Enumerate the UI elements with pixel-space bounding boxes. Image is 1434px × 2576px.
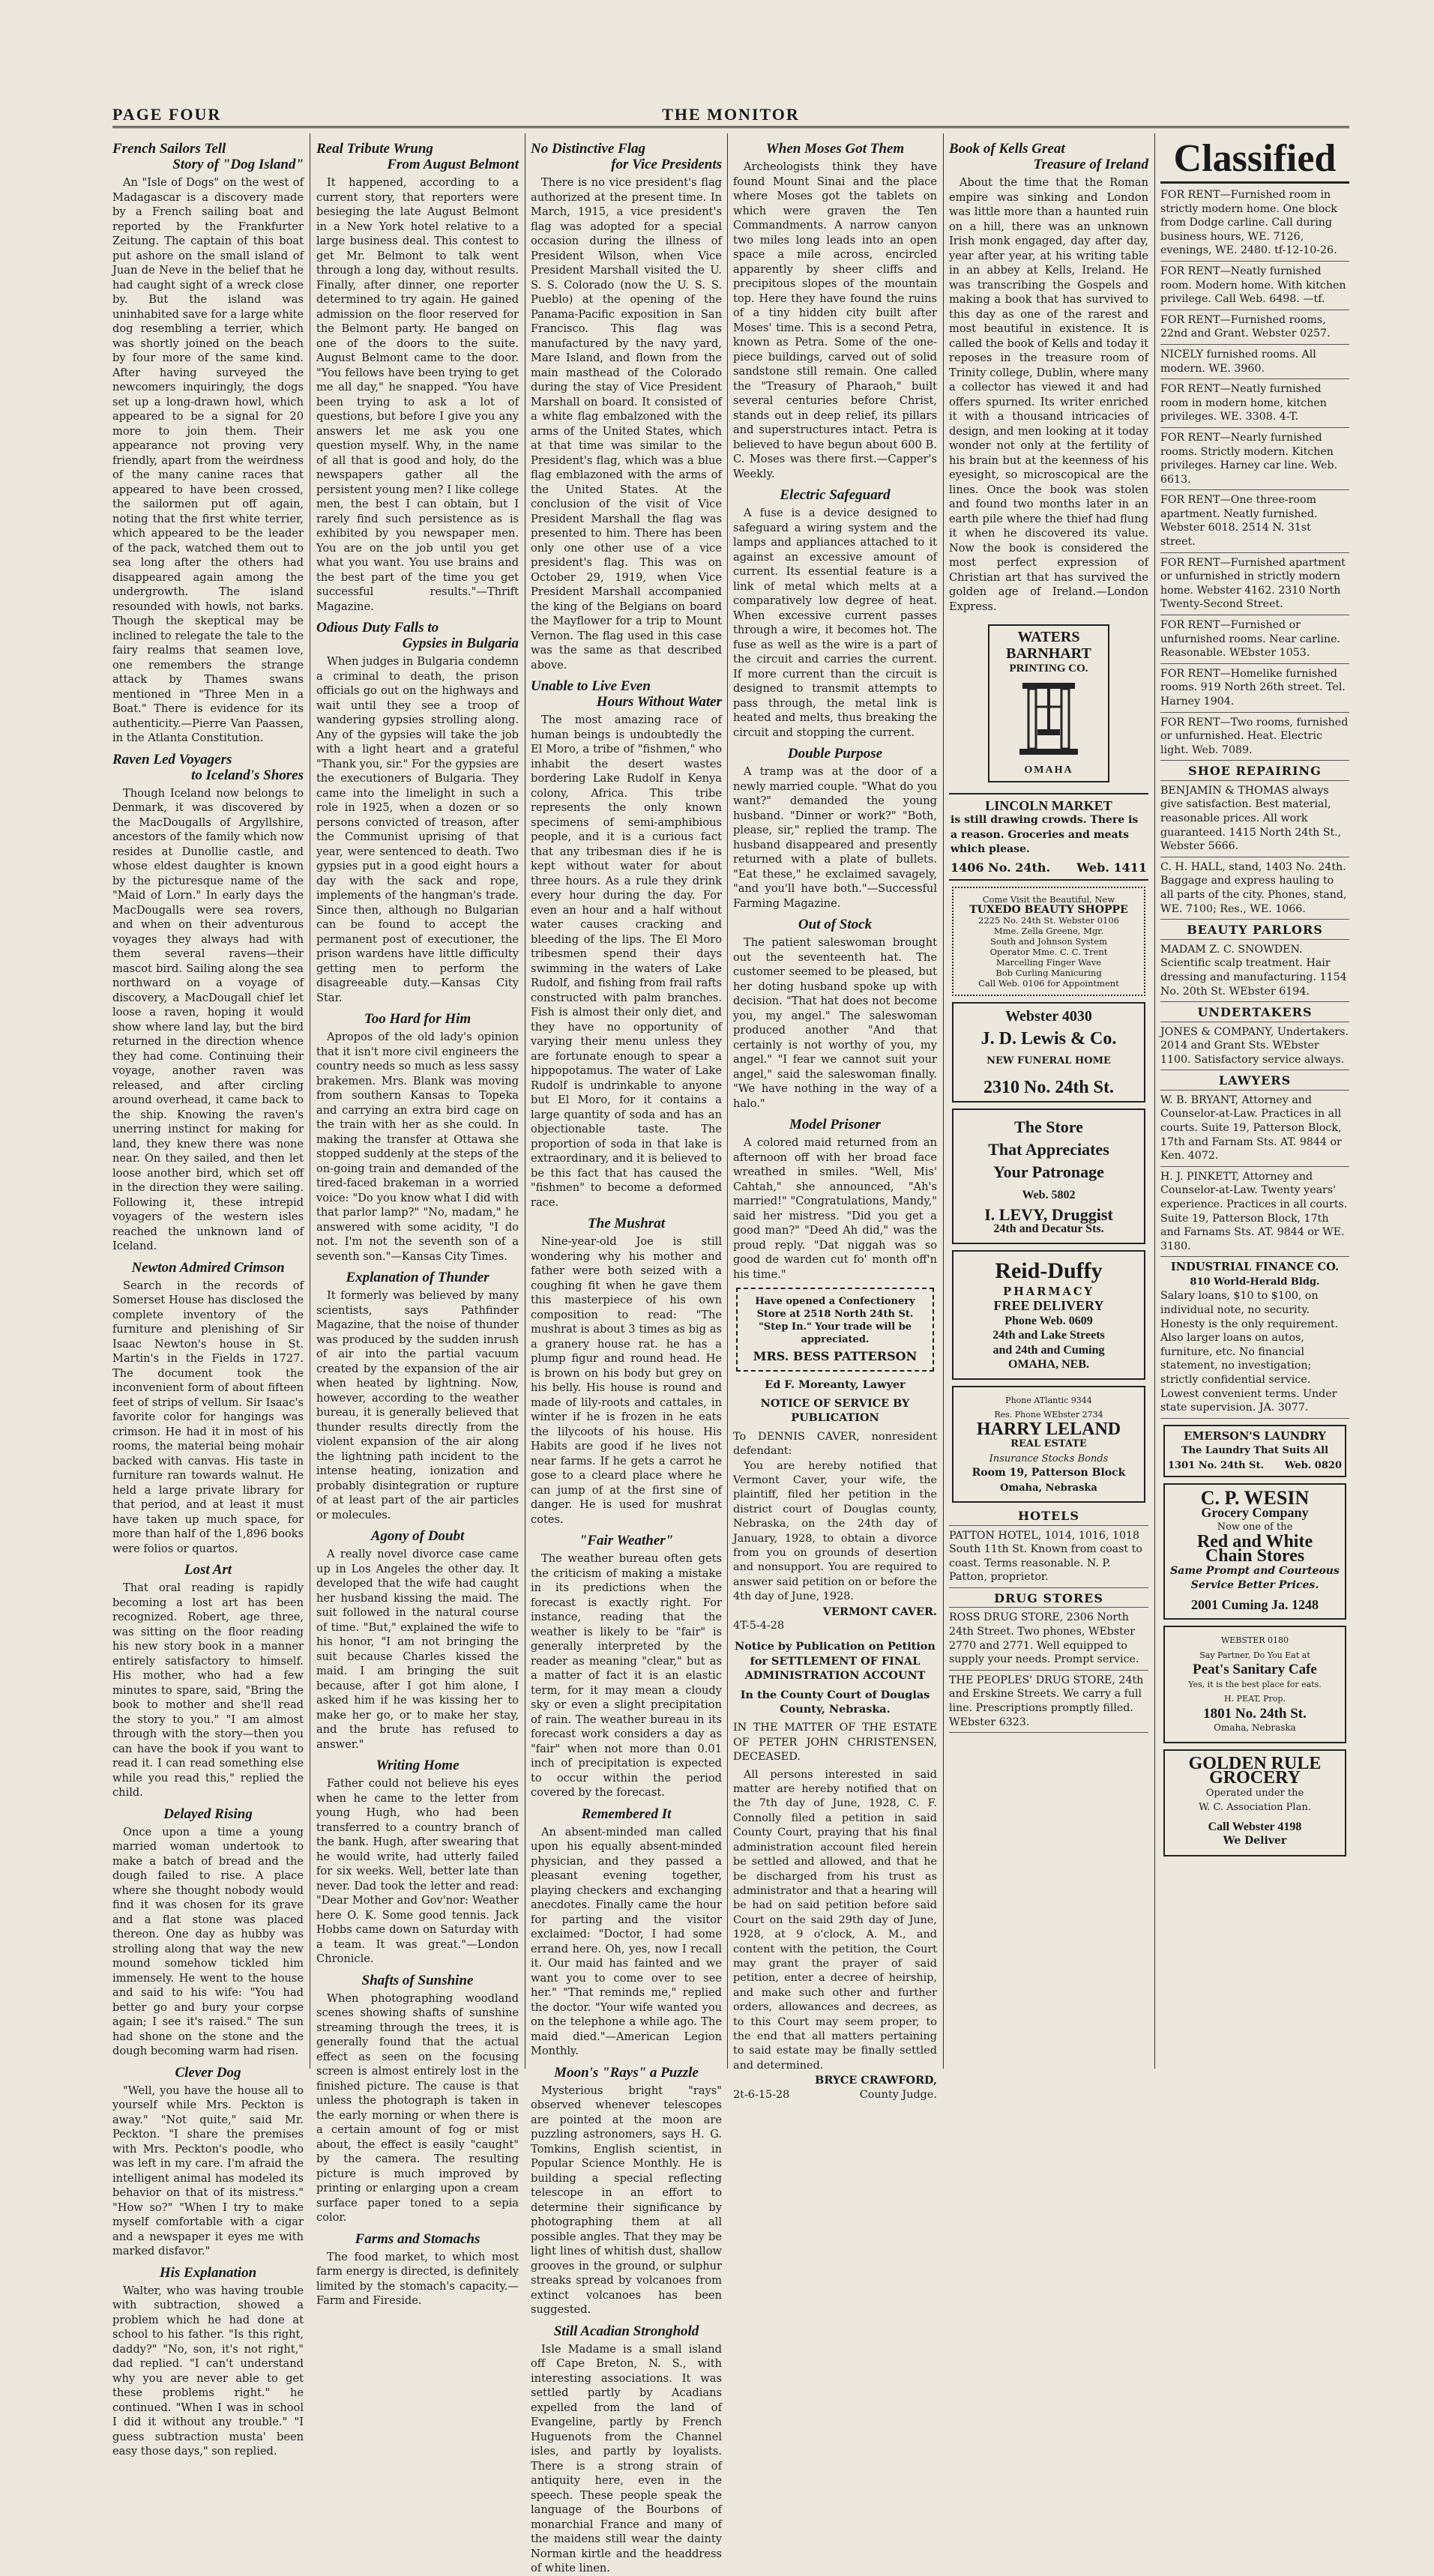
article [112,1562,304,1800]
article-headline: Too Hard for Him [364,1011,472,1027]
beauty-heading: BEAUTY PARLORS [1160,923,1349,940]
notice-date: 2t-6-15-28 [733,2088,790,2101]
drug-listing: ROSS DRUG STORE, 2306 North 24th Street. Two phones, WEbster 2770 and 2771. Well equipped to supply your needs. Prompt service. [949,1611,1148,1670]
article-body: A fuse is a device designed to safeguard a wiring system and the lamps and appliances attached to it against an excessive amount of current. Its essential feature is a link of metal which melts at a comparatively low degree of heat. When excessive current passes through a wire, it becomes hot. The fuse as well as the wire is a part of the circuit and carries the current. If more current than the circuit is designed to transmit attempts to pass through, the metal link is heated and melts, thus breaking the circuit and stopping the current. [733,507,937,739]
classified-ad: FOR RENT—One three-room apartment. Neatly furnished. Webster 6018. 2514 N. 31st street. [1160,493,1349,552]
article-headline: The Mushrat [588,1216,665,1231]
ad-text: Have opened a Confectionery Store at 2518 North 24th St. "Step In." Your trade will be appreciated. [755,1296,915,1345]
column-5 [949,136,1148,2069]
article-headline: Farms and Stomachs [355,2230,480,2247]
notice-text: You are hereby notified that Vermont Caver, your wife, the plaintiff, filed her petition in the district court of Douglas county, Nebraska, on the 24th day of January, 1928, to obtain a divorce from you on grounds of desertion and nonsupport. You are required to answer said petition on or before the 4th day of June, 1928. [733,1459,937,1603]
article-headline: Raven Led Voyagers to Iceland's Shores [112,751,304,783]
article-body: Search in the records of Somerset House has disclosed the complete inventory of the furniture and plenishing of Sir Isaac Newton's house in St. Martin's in the Fields in 1727. The document took the inconvenient form of about fifteen feet of strips of vellum. Sir Isaac's favorite color for hangings was crimson. He had it in most of his rooms, the material being mohair backed with canvas. His taste in furniture ran towards walnut. He held a large private library for that period, and at least it must have taken up much space, for more than half of the 1,896 books were folios or quartos. [112,1279,304,1555]
classified-ad: FOR RENT—Homelike furnished rooms. 919 North 26th street. Tel. Harney 1904. [1160,667,1349,713]
notice-sig-title: County Judge. [859,2088,937,2101]
article-body: An "Isle of Dogs" on the west of Madagascar is a discovery made by a French sailing boat and reported by the Frankfurter Zeitung. The captain of this boat put ashore on the small island of Juan de Neve in the belief that he had caught sight of a wreck close by. But the island was uninhabited save for a large white dog resembling a terrier, which was shortly joined on the beach by four more of the same kind. After having surveyed the newcomers inquiringly, the dogs set up a long-drawn howl, which appeared to be a signal for 20 more to join them. Their appearance not proving very friendly, apart from the weirdness of the many canine races that appeared to have been crossed, the sailormen put off again, noting that the first white terrier, which appeared to be the leader of the pack, watched them out to sea long after the others had disappeared again among the undergrowth. The island resounded with howls, not barks. Though the skeptical may be inclined to relegate the tale to the fairy realms that seamen love, one remembers the strange attack by Thames swans mentioned in "Three Men in a Boat." There is evidence for its authenticity.—Pierre Van Paassen, in the Atlanta Constitution. [112,176,304,744]
article-body: Though Iceland now belongs to Denmark, it was discovered by the MacDougalls of Argyllshire, ancestors of the family which now resides at Dunollie castle, and whose eldest daughter is known by the picturesque name of the "Maid of Lorn." In early days the MacDougalls were sea rovers, and when on their adventurous voyages they always had with them several ravens—their mascot bird. Sailing along the sea northward on a voyage of discovery, a MacDougall chief let loose a raven, hoping it would show where land lay, but the bird returned in the direction whence they had come. Continuing their voyage, another raven was released, and after circling around overhead, it came back to the ship. Knowing the raven's unerring instinct for making for land, they knew there was none near. On they sailed, and then let loose another bird, which set off in the direction they were sailing. Following it, these intrepid voyagers of the western isles reached the unknown land of Iceland. [112,786,304,1252]
classified-ad: H. J. PINKETT, Attorney and Counselor-at-Law. Twenty years' experience. Practices in all courts. Suite 19, Patterson Block, 17th and Farnams Sts. AT. 9844 or WE. 3180. [1160,1170,1349,1258]
masthead [112,103,1349,128]
article-body: It happened, according to a current story, that reporters were besieging the late August Belmont in a New York hotel relative to a large business deal. This contest to get Mr. Belmont to talk went through a long day, without results. Finally, after dinner, one reporter determined to try again. He gained admission on the floor reserved for the Belmont party. He banged on one of the doors to the suite. August Belmont came to the door. "You fellows have been trying to get me all day," he snapped. "You have been trying to ask a lot of questions, but before I give you any answers let me ask you one question myself. Why, in the name of all that is good and holy, do the newspapers gather all the persistent young men? I like college men, the best I can obtain, but I rarely find such persistence as is exhibited by you newspaper men. You are on the job until you get what you want. You use brains and the best part of the time you get successful results."—Thrift Magazine. [316,176,519,613]
hotel-listing: PATTON HOTEL, 1014, 1016, 1018 South 11th St. Known from coast to coast. Terms reasonable. N. P. Patton, proprietor. [949,1529,1148,1588]
classified-ad: FOR RENT—Furnished apartment or unfurnished in strictly modern home. Webster 4162. 2310 North Twenty-Second Street. [1160,556,1349,615]
page-number: PAGE FOUR [112,105,222,124]
article [733,487,937,740]
article-body: That oral reading is rapidly becoming a lost art has been recognized. Robert, age three, was sitting on the floor reading his new story book in a manner entirely satisfactory to himself. His mother, who had a few minutes to spare, said, "Bring the book to mother and she'll read the story to you." "I am almost through with the story—then you can have the book if you want to read it. I can read something else while you read this," replied the child. [112,1581,304,1799]
classified-ad: JONES & COMPANY, Undertakers. 2014 and Grant Sts. WEbster 1100. Satisfactory service always. [1160,1025,1349,1071]
drug-listing: THE PEOPLES' DRUG STORE, 24th and Erskine Streets. We carry a full line. Prescriptions promptly filled. WEbster 6323. [949,1674,1148,1733]
column-6 [1160,136,1349,2069]
article-headline: Book of Kells Great Treasure of Ireland [949,141,1148,172]
column-rule [727,133,728,2069]
article-body: Nine-year-old Joe is still wondering why his mother and father were both seized with a coughing fit when he gave them this masterpiece of his own composition to read: "The mushrat is about 3 times as big as a granery house rat. he has a plump figur and round head. He is brown on his body but grey on his belly. His house is round and made of lily-roots and cattales, in winter if he is frozen in he eats the lilycoots of his house. His Habits are good if he lives not near farms. If he gets a carrot he gose to a cleard place where he can jump of at the first sine of danger. He is used for mushrat cotes. [531,1235,722,1526]
article [733,1117,937,1282]
article-body: Walter, who was having trouble with subtraction, showed a problem which he had done at school to his father. "Is this right, daddy?" "No, son, it's not right," dad replied. "I can't understand why you are never able to get these problems right." he continued. "When I was in school I did it without any trouble." "I guess subtraction musta' been easy those days," son replied. [112,2284,304,2458]
column-1 [112,136,304,2458]
column-3 [531,136,722,2575]
article-headline: Out of Stock [798,917,873,932]
emerson-laundry-ad: EMERSON'S LAUNDRY The Laundry That Suits All 1301 No. 24th St. Web. 0820 [1163,1425,1346,1478]
classified-ad: FOR RENT—Furnished rooms, 22nd and Grant. Webster 0257. [1160,313,1349,345]
article-headline: Model Prisoner [789,1117,881,1132]
waters-barnhart-ad: WATERS BARNHART PRINTING CO. OMAHA [988,624,1109,782]
article [112,141,304,746]
article [531,2065,722,2317]
hotels-heading: HOTELS [949,1509,1148,1526]
column-rule [943,133,944,2069]
article-body: It formerly was believed by many scientists, says Pathfinder Magazine, that the noise of thunder was produced by the sudden inrush of air into the partial vacuum created by the expansion of the air when heated by lightning. Now, however, according to the weather bureau, it is generally believed that thunder results directly from the violent expansion of the air along the lightning path incident to the intense heating, ionization and probably disintegration or rupture of at least part of the air particles or molecules. [316,1289,519,1521]
article-body: A tramp was at the door of a newly married couple. "What do you want?" demanded the young husband. "Dinner or work?" "Both, please, sir," replied the tramp. The husband disappeared and presently returned with a plate of bullets. "Eat these," he exclaimed savagely, "and you'll have both."—Successful Farming Magazine. [733,765,937,910]
article [531,141,722,672]
classified-ad: NICELY furnished rooms. All modern. WE. 3960. [1160,348,1349,379]
article-body: The food market, to which most farm energy is directed, is definitely limited by the stomach's capacity.—Farm and Fireside. [316,2250,519,2307]
article-headline: Remembered It [581,1806,672,1822]
classified-ad: BENJAMIN & THOMAS always give satisfaction. Best material, reasonable prices. All work guaranteed. 1415 North 24th St., Webster 5666. [1160,784,1349,857]
article-headline: No Distinctive Flag for Vice Presidents [531,141,722,172]
article [316,1973,519,2225]
article [733,141,937,481]
article-headline: Still Acadian Stronghold [553,2323,699,2339]
article [531,1806,722,2059]
column-2 [316,136,519,2307]
peat-cafe-ad: WEBSTER 0180 Say Partner, Do You Eat at Peat's Sanitary Cafe Yes, it is the best place for eats. H. PEAT, Prop. 1801 No. 24th St. Omaha, Nebraska [1163,1626,1346,1743]
notice-service-publication [733,1378,937,1634]
notice-title: NOTICE OF SERVICE BY PUBLICATION [760,1396,910,1425]
classified-ad: W. B. BRYANT, Attorney and Counselor-at-Law. Practices in all courts. Suite 19, Patterson Block, 17th and Farnam Sts. AT. 9844 or Ken. 4072. [1160,1094,1349,1167]
article-body: The most amazing race of human beings is undoubtedly the El Moro, a tribe of "fishmen," who inhabit the desert wastes bordering Lake Rudolf in Kenya colony, Africa. This tribe represents the only known specimens of semi-amphibious people, and it is a curious fact that any tribesman dies if he is kept without water for about three hours. As a rule they drink every hour during the day. For even an hour and a half without water causes cracking and bleeding of the lips. The El Moro tribesmen spend their days swimming in the waters of Lake Rudolf, and fishing from frail rafts constructed with palm branches. Fish is almost their only diet, and they have no opportunity of varying their menu unless they are fortunate enough to spear a hippopotamus. The water of Lake Rudolf is undrinkable to anyone but El Moro, for it contains a large quantity of soda and has an objectionable taste. The proportion of soda in that lake is extraordinary, and it is believed to be this fact that has caused the "fishmen" to become a deformed race. [531,714,722,1209]
wesin-grocery-ad: C. P. WESIN Grocery Company Now one of the Red and White Chain Stores Same Prompt and Courteous Service Better Prices. 2001 Cuming Ja. 1248 [1163,1483,1346,1620]
drug-stores-heading: DRUG STORES [949,1591,1148,1608]
article [316,1758,519,1967]
classified-ad: FOR RENT—Neatly furnished room in modern home, kitchen privileges. WE. 3308. 4-T. [1160,382,1349,428]
article [112,1260,304,1557]
printing-press-icon [1015,677,1082,759]
article-body: "Well, you have the house all to yourself while Mrs. Peckton is away." "Not quite," said Mr. Peckton. "I share the premises with Mrs. Peckton's poodle, who was left in my care. I'm afraid the intelligent animal has modeled its behavior on that of its mistress." "How so?" "When I try to make myself comfortable with a cigar and a newspaper it eyes me with marked disfavor." [112,2084,304,2257]
article-body: An absent-minded man called upon his equally absent-minded physician, and they passed a pleasant evening together, playing checkers and exchanging anecdotes. Finally came the hour for parting and the visitor exclaimed: "Doctor, I had some errand here. Oh, yes, now I recall it. Our maid has fainted and we want you to come over to see her." "That reminds me," replied the doctor. "Your wife wanted you on the telephone a while ago. The maid died."—American Legion Monthly. [531,1825,722,2057]
finance-heading: INDUSTRIAL FINANCE CO. [1170,1261,1340,1274]
article [531,1533,722,1800]
notice-settlement [733,1639,937,2102]
classified-ad: FOR RENT—Nearly furnished rooms. Strictly modern. Kitchen privileges. Harney car line. Web. 6613. [1160,431,1349,490]
article-body: When judges in Bulgaria condemn a criminal to death, the prison officials go out on the highways and wait until they see a troop of wandering gypsies strolling along. Any of the gypsies will take the job with a light heart and a grateful "Thank you, sir." For the gypsies are the executioners of Bulgaria. They came into the limelight in such a role in 1925, when a dozen or so persons convicted of treason, after the Communist uprising of that year, were sentenced to death. Two gypsies put in a good eight hours a day with the sack and rope, implements of the hangman's trade. Since then, although no Bulgarian can be found to accept the permanent post of executioner, the prison wardens have little difficulty getting men to perform the disagreeable duty.—Kansas City Star. [316,655,519,1004]
tuxedo-beauty-ad: Come Visit the Beautiful, New TUXEDO BEAUTY SHOPPE 2225 No. 24th St. Webster 0106 Mme. Zella Greene, Mgr. South and Johnson System Operator Mme. C. C. Trent Marcelling Finger Wave Bob Curling Manicuring Call Web. 0106 for Appointment [952,887,1145,996]
article [733,917,937,1111]
article-headline: Unable to Live Even Hours Without Water [531,678,722,710]
article-headline: Explanation of Thunder [346,1270,489,1285]
article-headline: When Moses Got Them [765,141,905,157]
reid-duffy-ad: Reid-Duffy PHARMACY FREE DELIVERY Phone Web. 0609 24th and Lake Streets and 24th and Cuming OMAHA, NEB. [952,1250,1145,1380]
article-body: Mysterious bright "rays" observed whenever telescopes are pointed at the moon are puzzling astronomers, says H. G. Tomkins, English scientist, in Popular Science Monthly. He is building a special reflecting telescope in an effort to determine their significance by photographing them at all possible angles. That they may be light lines of whitish dust, shallow grooves in the ground, or sulphur streaks spread by volcanoes from extinct volcanoes has been suggested. [531,2084,722,2316]
harry-leland-ad: Phone ATlantic 9344 Res. Phone WEbster 2734 HARRY LELAND REAL ESTATE Insurance Stocks Bonds Room 19, Patterson Block Omaha, Nebraska [952,1386,1145,1503]
lawyers-heading: LAWYERS [1160,1073,1349,1091]
classified-title: Classified [1160,136,1349,184]
article [112,2265,304,2459]
article-body: Apropos of the old lady's opinion that it isn't more civil engineers the country needs so much as less sassy brakemen. Mrs. Blank was moving from southern Kansas to Topeka and carrying an extra bird cage on the train with her as she could. In making the transfer at Ottawa she stopped suddenly at the steps of the on-going train and demanded of the tired-faced brakeman in a worried voice: "Do you know what I did with that parlor lamp?" "No, madam," he answered with some acidity, "I do not. I'm not the seventh son of a seventh son."—Kansas City Times. [316,1031,519,1263]
article [316,2231,519,2308]
article-headline: Real Tribute Wrung From August Belmont [316,141,519,172]
article-body: A colored maid returned from an afternoon off with her broad face wreathed in smiles. "Well, Mis' Cahtah," she announced, "Ah's married!" "Congratulations, Mandy," said her mistress. "Did you get a good man?" "Deed Ah did," was the proud reply. "Dat niggah was so good de warden cut fo' month off'n his time." [733,1136,937,1281]
lincoln-market-ad: LINCOLN MARKET is still drawing crowds. There is a reason. Groceries and meats which please. 1406 No. 24th. Web. 1411 [949,793,1148,881]
notice-title: Notice by Publication on Petition for SETTLEMENT OF FINAL ADMINISTRATION ACCOUNT [735,1640,936,1683]
article [112,2065,304,2259]
article [316,620,519,1005]
paper-name: THE MONITOR [662,105,800,124]
classified-ad: FOR RENT—Neatly furnished room. Modern home. With kitchen privilege. Call Web. 6498. —tf. [1160,265,1349,310]
article-body: Archeologists think they have found Mount Sinai and the place where Moses got the tablets on which were graven the Ten Commandments. A narrow canyon two miles long leads into an open space a mile across, encircled apparently by sheer cliffs and precipitous slopes of the mountain top. Here they have found the ruins of a tiny hidden city built after Moses' time. This is a second Petra, known as Petra. Some of the one-piece buildings, carved out of solid sandstone still remain. One called the "Treasury of Pharaoh," built several centuries before Christ, stands out in deep relief, its pillars and superstructures intact. Petra is believed to have begun about 600 B. C. Moses was there first.—Capper's Weekly. [733,160,937,480]
classified-ad: MADAM Z. C. SNOWDEN. Scientific scalp treatment. Hair dressing and manufacturing. 1154 No. 20th St. WEbster 6194. [1160,943,1349,1002]
article-body: The patient saleswoman brought out the seventeenth hat. The customer seemed to be pleased, but her doting husband spoke up with decision. "That hat does not become you, my angel." The saleswoman produced another "And that certainly is not worthy of you, my angel." "I fear we cannot suit your angel," said the saleswoman finally. "We have nothing in the way of a halo." [733,936,937,1110]
ad-name: MRS. BESS PATTERSON [753,1349,918,1363]
article [733,746,937,911]
article [316,1270,519,1522]
article-headline: Clever Dog [175,2064,241,2081]
article-headline: Odious Duty Falls to Gypsies in Bulgaria [316,620,519,651]
article-headline: Shafts of Sunshine [361,1972,474,1988]
article-headline: His Explanation [159,2264,257,2281]
notice-signature: BRYCE CRAWFORD, [815,2074,937,2087]
article-body: When photographing woodland scenes showing shafts of sunshine streaming through the trees, it is generally found that the actual effect as seen on the focusing screen is almost entirely lost in the finished picture. The cause is that unless the photograph is taken in the early morning or when there is a certain amount of fog or mist about, the effect is easily "caught" by the camera. The resulting picture is much improved by printing or enlarging upon a cream surface paper toned to a sepia color. [316,1991,519,2224]
article-headline: Writing Home [376,1758,460,1773]
classified-ad: FOR RENT—Furnished or unfurnished rooms. Near carline. Reasonable. WEbster 1053. [1160,618,1349,664]
article-body: Once upon a time a young married woman undertook to make a batch of bread and the dough failed to rise. A place where she thought nobody would find it was chosen for its grave and a flat stone was placed thereon. One day as hubby was strolling along that way the new mound somehow tickled him immensely. He went to the house and said to his wife: "You had better go and bury your corpse again; I see it's raised." The sun had shone on the stone and the dough becoming warm had risen. [112,1825,304,2057]
undertakers-heading: UNDERTAKERS [1160,1005,1349,1022]
golden-rule-ad: GOLDEN RULE GROCERY Operated under the W. C. Association Plan. Call Webster 4198 We Deliver [1163,1749,1346,1856]
article [531,678,722,1210]
levy-druggist-ad: The Store That Appreciates Your Patronage Web. 5802 I. LEVY, Druggist 24th and Decatur Sts. [952,1108,1145,1244]
article-headline: French Sailors Tell Story of "Dog Island" [112,141,304,172]
article [531,2323,722,2576]
classified-ad: C. H. HALL, stand, 1403 No. 24th. Baggage and express hauling to all parts of the city. Phones, stand, WE. 7100; Res., WE. 1066. [1160,860,1349,920]
article-headline: Electric Safeguard [780,487,891,503]
notice-signature: VERMONT CAVER. [822,1605,937,1618]
article-headline: Delayed Rising [163,1806,253,1822]
article-headline: Agony of Doubt [370,1528,465,1544]
patterson-ad [736,1288,934,1372]
article-body: Father could not believe his eyes when he came to the letter from young Hugh, who had been transferred to a country branch of the bank. Hugh, after swearing that he would write, had utterly failed for six weeks. Well, better late than never. Dad took the letter and read: "Dear Mother and Gov'nor: Weather here O. K. Some good tennis. Jack Hobbs came down on Saturday with a team. It was great."—London Chronicle. [316,1777,519,1965]
notice-date: 4T-5-4-28 [733,1620,785,1632]
article [112,1806,304,2059]
article [316,1011,519,1264]
article-body: The weather bureau often gets the criticism of making a mistake in its predictions when the forecast is exactly right. For instance, reading that the weather is likely to be "fair" is generally interpreted by the reader as meaning "clear," but as a matter of fact it is an elastic term, for it may mean a cloudy sky or even a slight precipitation of rain. The weather bureau in its forecast work considers a day as "fair" when not more than 0.01 inch of precipitation is expected to occur within the period covered by the forecast. [531,1552,722,1799]
article-headline: Moon's "Rays" a Puzzle [554,2064,699,2081]
attorney: Ed F. Moreanty, Lawyer [765,1378,906,1391]
article [112,752,304,1254]
article-headline: "Fair Weather" [579,1533,674,1548]
article [531,1216,722,1527]
article [316,141,519,614]
notice-to: To DENNIS CAVER, nonresident defendant: [733,1430,937,1458]
column-4 [733,136,937,2101]
notice-court: In the County Court of Douglas County, Nebraska. [740,1688,930,1716]
shoe-heading: SHOE REPAIRING [1160,764,1349,781]
article-headline: Newton Admired Crimson [131,1259,285,1276]
article [316,1528,519,1752]
classified-ad: Salary loans, $10 to $100, on individual note, no security. Honesty is the only requirement. Also larger loans on autos, furniture, etc. No financial statement, no investigation; strictly confidential service. Lowest convenient terms. Under state supervision. JA. 3077. [1160,1289,1349,1418]
article-headline: Lost Art [184,1562,232,1578]
finance-sub: 810 World-Herald Bldg. [1190,1276,1320,1288]
article-body: About the time that the Roman empire was sinking and London was little more than a haunted ruin on a hill, there was an unknown Irish monk engaged, day after day, year after year, at his writing table in an abbey at Kells, Ireland. He was transcribing the Gospels and making a book that has survived to this day as one of the rarest and most beautiful in existence. It is called the book of Kells and today it reposes in the treasure room of Trinity college, Dublin, where many a collector has viewed it and had offers spurned. Its writer enriched it with a thousand intricacies of design, and men looking at it today wonder not only at the fertility of his brain but at the keenness of his eyesight, so microscopical are the lines. Once the book was stolen and found two months later in an earth pile where the thief had flung it when he discovered its value. Now the book is considered the most perfect expression of Christian art that has survived the golden age of Ireland.—London Express. [949,176,1148,613]
column-rule [1154,133,1155,2069]
classified-ad: FOR RENT—Two rooms, furnished or unfurnished. Heat. Electric light. Web. 7089. [1160,716,1349,761]
classified-ad: FOR RENT—Furnished room in strictly modern home. One block from Dodge carline. Call during business hours, WE. 7126, evenings, WE. 2480. tf-12-10-26. [1160,188,1349,262]
notice-estate: IN THE MATTER OF THE ESTATE OF PETER JOHN CHRISTENSEN, DECEASED. [733,1722,937,1764]
notice-text: All persons interested in said matter are hereby notified that on the 7th day of June, 1928, C. F. Connolly filed a petition in said County Court, praying that his final administration account filed herein be settled and allowed, and that he be discharged from his trust as administrator and that a hearing will be had on said petition before said Court on the said 29th day of June, 1928, at 9 o'clock, A. M., and content with the petition, the Court may grant the prayer of said petition, enter a decree of heirship, and make such other and further orders, allowances and decrees, as to this Court may seem proper, to the end that all matters pertaining to said estate may be finally settled and determined. [733,1768,937,2072]
lewis-funeral-ad: Webster 4030 J. D. Lewis & Co. NEW FUNERAL HOME 2310 No. 24th St. [952,1002,1145,1103]
article-body: There is no vice president's flag authorized at the present time. In March, 1915, a vice president's flag was adopted for a special occasion during the illness of President Wilson, when Vice President Marshall visited the U. S. S. Colorado (now the U. S. S. Pueblo) at the opening of the Panama-Pacific exposition in San Francisco. This flag was manufactured by the navy yard, Mare Island, and flown from the main masthead of the Colorado during the stay of Vice President Marshall on board. It consisted of a white flag embalzoned with the arms of the United States, which at that time was similar to the President's flag, which was a blue flag emblazoned with the arms of the United States. At the conclusion of the visit of Vice President Marshall the flag was presented to him. There has been only one other use of a vice president's flag. This was on October 29, 1919, when Vice President Marshall accompanied the king of the Belgians on board the Mayflower for a trip to Mount Vernon. The flag used in this case was the same as that described above. [531,176,722,672]
article-body: A really novel divorce case came up in Los Angeles the other day. It developed that the wife had caught her husband kissing the maid. The suit followed in the natural course of time. "But," explained the wife to his honor, "I am not bringing the suit because Charles kissed the maid. I am bringing the suit because, after I got him alone, I asked him if he was kissing her to make her go, or to make her stay, and the brute has refused to answer." [316,1548,519,1751]
article-body: Isle Madame is a small island off Cape Breton, N. S., with interesting associations. It was settled partly by Acadians expelled from the land of Evangeline, partly by French Huguenots from the Channel isles, and partly by loyalists. There is a strong strain of antiquity here, even in the speech. These people speak the language of the Bourbons of monarchial France and many of the maidens still wear the dainty Norman kirtle and the headdress of white linen. [531,2342,722,2575]
article-headline: Double Purpose [787,746,883,761]
